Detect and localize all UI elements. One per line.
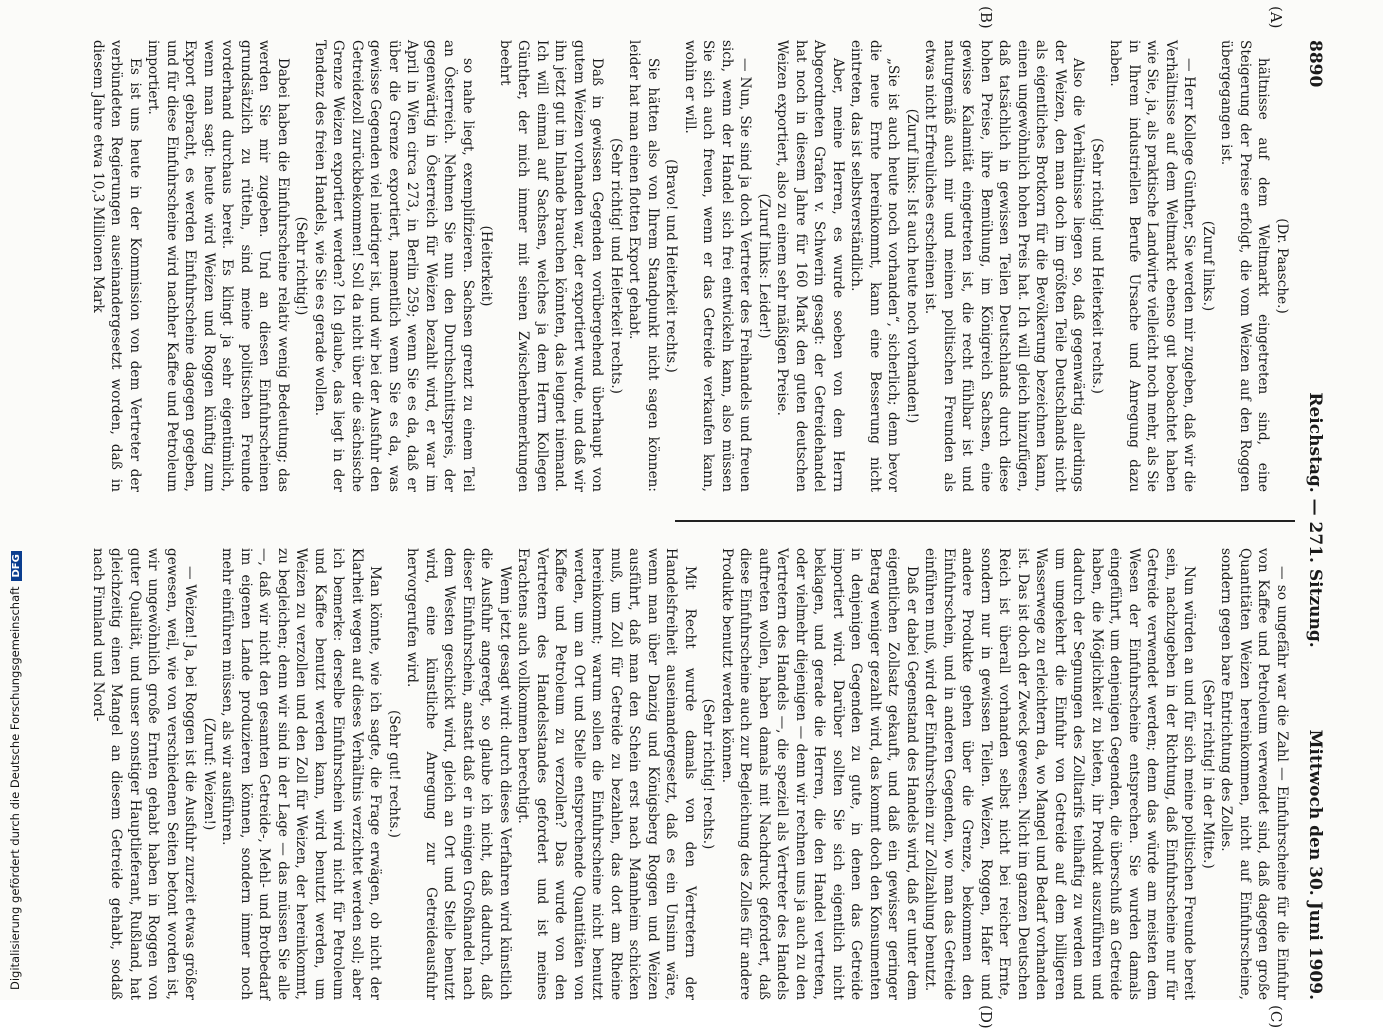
page-header xyxy=(1297,40,1325,1000)
dfg-logo: DFG xyxy=(11,551,22,580)
text-paragraph: Sie hätten also von Ihrem Standpunkt nicht sagen können: leider hat man einen flotten Export gehabt. xyxy=(626,40,661,492)
left-text-column xyxy=(89,40,1292,492)
text-paragraph: Daß er dabei Gegenstand des Handels wird, daß er unter dem eigentlichen Zollsatz gekauft, und daß ein gewisser geringer Betrag weniger gezahlt wird, das kommt doch den Konsumenten in denjenigen Gegenden zu gute, in denen das Getreide importiert wird. Darüber sollten Sie sich eigentlich nicht beklagen, und gerade die Herren, die den Handel vertreten, oder vielmehr diejenigen — denn wir rechnen uns ja auch zu den Vertretern des Handels —, die speziell als Vertreter des Handels auftreten wollen, haben damals mit Nachdruck gefordert, daß diese Einfuhrscheine auch zur Begleichung des Zolles für andere Produkte benutzt werden können. xyxy=(719,548,920,1000)
text-paragraph: (Sehr richtig! und Heiterkeit rechts.) xyxy=(1089,138,1105,394)
margin-marker-c: (C) xyxy=(1267,1005,1285,1029)
text-paragraph: — Nun, Sie sind ja doch Vertreter des Freihandels und freuen sich, wenn der Handel sich frei entwickeln kann, also müssen Sie sich auch freuen, wenn er das Getreide verkaufen kann, wohin er will. xyxy=(682,40,754,492)
session-title: Reichstag. — 271. Sitzung. xyxy=(1305,392,1325,648)
text-paragraph: Also die Verhältnisse liegen so, daß gegenwärtig allerdings der Weizen, den man doch im größten Teile Deutschlands nicht als eigentliches Brotkorn für die Bevölkerung bezeichnen kann, einen ungewöhnlich hohen Preis hat. Ich will gleich hinzufügen, daß tatsächlich in gewissen Teilen Deutschlands durch diese hohen Preise, ihre Bemühung, im Königreich Sachsen, eine gewisse Kalamität eingetreten ist, die recht fühlbar ist und naturgemäß auch mir und meinen politischen Freunden als etwas nicht Erfreuliches erscheinen ist. xyxy=(922,40,1087,492)
text-paragraph: Aber, meine Herren, es wurde soeben von dem Herrn Abgeordneten Grafen v. Schwerin gesagt: der Getreidehandel hat noch in diesem Jahre für 160 Mark den guten deutschen Weizen exportiert, also zu einem sehr mäßigen Preise. xyxy=(774,40,846,492)
column-divider xyxy=(675,520,1295,522)
text-paragraph: Mit Recht wurde damals von den Vertretern der Handelsfreiheit auseinandergesetzt, daß es ein Unsinn wäre, wenn man über Danzig und Königsberg Roggen und Weizen ausführt, daß man den Schein erst nach Mannheim schicken muß, um Zoll für Getreide zu bezahlen, das dort am Rheine hereinkommt; warum sollen die Einfuhrscheine nicht benutzt werden, um an Ort und Stelle entsprechende Quantitäten von Kaffee und Petroleum zu verzollen? Das wurde von den Vertretern des Handelsstandes gefordert und ist meines Erachtens auch vollkommen berechtigt. xyxy=(515,548,698,1000)
text-paragraph: (Dr. Paasche.) xyxy=(1274,218,1290,314)
text-paragraph: Nun würden an und für sich meine politischen Freunde bereit sein, nachzugeben in der Richtung, daß Einfuhrscheine nur für Getreide verwendet werden; denn das würde am meisten dem Wesen der Einfuhrscheine entsprechen. Sie wurden damals eingeführt, um denjenigen Gegenden, die überschuß an Getreide haben, die Möglichkeit zu bieten, ihr Produkt auszuführen und dadurch der Segnungen des Zolltarifs teilhaftig zu werden und um umgekehrt die Einfuhr von Getreide auf dem billigeren Wasserwege zu erleichtern da, wo Mangel und Bedarf vorhanden ist. Das ist doch der Zweck gewesen. Nicht im ganzen Deutschen Reich ist überall vorhanden selbst nicht bei reicher Ernte, sondern nur in gewissen Teilen. Weizen, Roggen, Hafer und andere Produkte gehen über die Grenze, bekommen den Einfuhrschein, und in anderen Gegenden, wo man das Getreide einführen muß, wird der Einfuhrschein zur Zollzahlung benutzt. xyxy=(922,548,1198,1000)
footer-credit xyxy=(8,551,22,990)
text-paragraph: (Sehr richtig!) xyxy=(293,216,310,316)
text-paragraph: Es ist uns heute in der Kommission von dem Vertreter der verbündeten Regierungen auseinandergesetzt worden, daß in diesem Jahre etwa 10,3 Millionen Mark xyxy=(90,40,143,492)
rotated-page xyxy=(55,6,1325,1029)
session-date: Mittwoch den 30. Juni 1909. xyxy=(1305,729,1325,1000)
text-paragraph: (Zuruf: Weizen!) xyxy=(201,717,217,831)
text-paragraph: (Zuruf links: Ist auch heute noch vorhanden!) xyxy=(904,108,920,424)
text-paragraph: so nahe liegt, exemplifizieren. Sachsen grenzt zu einem Teil an Österreich. Nehmen Sie nun den Durchschnittspreis, der gegenwärtig in Österreich für Weizen bezahlt wird, er war im April in Wien circa 273, in Berlin 259; wenn Sie es da, daß er über die Grenze exportiert, namentlich wenn Sie es da, was gewisse Gegenden viel niedriger ist, und wir bei der Ausfuhr den Getreidezoll zurückbekommen! Soll da nicht über die sächsische Grenze Weizen exportiert werden? Ich glaube, das liegt in der Tendenz des freien Handels, wie Sie es gerade wollen. xyxy=(312,40,476,492)
page-number: 8890 xyxy=(1305,40,1325,88)
text-paragraph: Daß in gewissen Gegenden vorübergehend überhaupt von gutem Weizen vorhanden war, der exportiert wurde, und daß wir ihn jetzt gut im Inlande brauchen könnten, das leugnet niemand. Ich will einmal auf Sachsen, welches ja dem Herrn Kollegen Günther, der mich immer mit seinen Zwischenbemerkungen beehrt xyxy=(497,40,606,492)
text-paragraph: (Sehr richtig! und Heiterkeit rechts.) xyxy=(608,138,624,394)
text-paragraph: (Bravo! und Heiterkeit rechts.) xyxy=(663,159,680,373)
margin-marker-d: (D) xyxy=(977,1005,995,1029)
text-paragraph: — Herr Kollege Günther, Sie werden mir zugeben, daß wir die Verhältnisse auf dem Weltmarkt ebenso gut beobachtet haben wie Sie, ja, als praktische Landwirte vielleicht noch mehr, als Sie in Ihrem industriellen Berufe Ursache und Anregung dazu haben. xyxy=(1107,40,1198,492)
margin-marker-a: (A) xyxy=(1267,6,1285,29)
text-paragraph: Wenn jetzt gesagt wird: durch dieses Verfahren wird künstlich die Ausfuhr angeregt, so glaube ich nicht, daß dadurch, daß dieser Einfuhrschein, anstatt daß er in einigen Großhandel nach dem Westen geschickt wird, gleich an Ort und Stelle benutzt wird, eine künstliche Anregung zur Getreideausfuhr hervorgerufen wird. xyxy=(404,548,513,1000)
text-paragraph: (Sehr richtig! rechts.) xyxy=(700,698,717,850)
text-paragraph: (Sehr gut! rechts.) xyxy=(386,710,402,838)
text-paragraph: — so ungefähr war die Zahl — Einfuhrscheine für die Einfuhr von Kaffee und Petroleum verwendet sind, daß dagegen große Quantitäten Weizen hereinkommen, nicht auf Einfuhrscheine, sondern gegen bare Entrichtung des Zolles. xyxy=(1218,548,1290,1000)
text-paragraph: — Weizen! Ja, bei Roggen ist die Ausfuhr zurzeit etwas größer gewesen, weil, wie von verschiedenen Seiten betont worden ist, wir ungewöhnlich große Ernten gehabt haben in Roggen von guter Qualität, und unser sonstiger Hauptlieferant, Rußland, hat gleichzeitig einen Mangel an diesem Getreide gehabt, sodaß nach Finnland und Nord- xyxy=(90,548,199,1000)
footer-credit-text: Digitalisierung gefördert durch die Deutsche Forschungsgemeinschaft xyxy=(8,586,22,990)
text-paragraph: „Sie ist auch heute noch vorhanden“, sicherlich; denn bevor die neue Ernte hereinkommt, kann eine Besserung nicht eintreten, das ist selbstverständlich. xyxy=(848,40,902,492)
text-paragraph: hältnisse auf dem Weltmarkt eingetreten sind, eine Steigerung der Preise erfolgt, die vom Weizen auf den Roggen übergegangen ist. xyxy=(1218,40,1272,492)
right-text-column xyxy=(89,548,1292,1000)
text-paragraph: Man könnte, wie ich sagte, die Frage erwägen, ob nicht der Klarheit wegen auf dieses Verhältnis verzichtet werden soll; aber ich bemerke: derselbe Einfuhrschein wird nicht für Petroleum und Kaffee benutzt werden kann, wird benutzt werden, um Weizen zu verzollen und den Zoll für Weizen, der hereinkommt, zu begleichen; denn wir sind in der Lage — das müssen Sie alle —, daß wir nicht den gesamten Getreide-, Mehl- und Brotbedarf im eigenen Lande produzieren können, sondern immer noch mehr einführen müssen, als wir ausführen. xyxy=(219,548,384,1000)
text-paragraph: (Zuruf links: Leider!) xyxy=(756,193,772,339)
margin-marker-b: (B) xyxy=(977,6,995,29)
text-paragraph: (Zuruf links.) xyxy=(1200,220,1216,312)
text-paragraph: Dabei haben die Einfuhrscheine relativ wenig Bedeutung; das werden Sie mir zugeben. Und an diesen Einfuhrscheinen grundsätzlich zu rütteln, sind meine politischen Freunde vorderhand durchaus bereit. Es klingt ja sehr eigentümlich, wenn man sagt: heute wird Weizen und Roggen künftig zum Export gebracht, es werden Einfuhrscheine dagegen gegeben, und für diese Einfuhrscheine wird nachher Kaffee und Petroleum importiert. xyxy=(145,40,291,492)
text-paragraph: (Sehr richtig! in der Mitte.) xyxy=(1200,679,1216,869)
text-paragraph: (Heiterkeit) xyxy=(478,225,495,307)
